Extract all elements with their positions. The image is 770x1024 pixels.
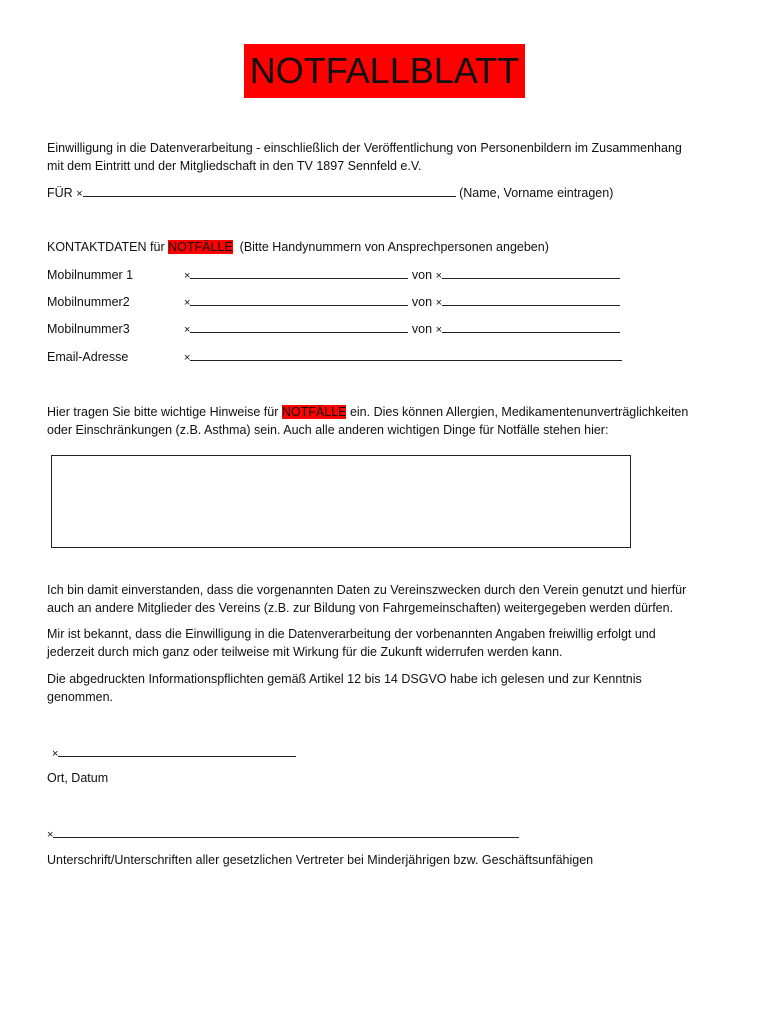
mobile-row-2 [184,293,620,312]
mobile-2-person-field[interactable] [442,293,620,306]
mobile-1-person-field[interactable] [442,266,620,279]
consent-text-line2: mit dem Eintritt und der Mitgliedschaft in den TV 1897 Sennfeld e.V. [47,159,422,173]
signature-field[interactable] [53,825,519,838]
mobile-row-1 [184,266,620,285]
name-field-hint: (Name, Vorname eintragen) [459,186,614,200]
signature-row [47,825,519,844]
agreement-p2-line2: jederzeit durch mich ganz oder teilweise mit Wirkung für die Zukunft widerrufen werden kann. [47,645,563,659]
name-field-marker: × [76,188,83,200]
hints-suffix: ein. Dies können Allergien, Medikamentenunverträglichkeiten [349,405,689,419]
hints-prefix: Hier tragen Sie bitte wichtige Hinweise für [47,405,279,419]
mobile-2-von-marker: × [435,297,442,309]
mobile-row-2-label: Mobilnummer2 [47,295,130,309]
signature-marker: × [47,829,54,841]
mobile-1-marker: × [184,270,191,282]
email-label: Email-Adresse [47,350,129,364]
name-field-row [47,184,613,203]
mobile-1-von-label: von [411,268,433,282]
hints-text-line1 [47,403,688,421]
mobile-2-von-label: von [411,295,433,309]
email-row [184,348,622,367]
contact-heading-highlight: NOTFÄLLE [168,240,233,254]
mobile-row-1-label: Mobilnummer 1 [47,268,134,282]
page-title: NOTFALLBLATT [244,44,525,98]
mobile-2-marker: × [184,297,191,309]
place-date-label: Ort, Datum [47,771,109,785]
name-field[interactable] [83,184,456,197]
mobile-3-von-label: von [411,322,433,336]
email-marker: × [184,352,191,364]
contact-heading-suffix: (Bitte Handynummern von Ansprechpersonen angeben) [239,240,549,254]
emergency-notes-box[interactable] [51,455,631,548]
contact-heading [47,238,549,256]
for-label: FÜR [47,186,73,200]
signature-label: Unterschrift/Unterschriften aller gesetzlichen Vertreter bei Minderjährigen bzw. Geschäftsunfähigen [47,853,594,867]
hints-text-line2: oder Einschränkungen (z.B. Asthma) sein. Auch alle anderen wichtigen Dinge für Notfälle stehen hier: [47,423,609,437]
mobile-1-von-marker: × [435,270,442,282]
place-date-marker: × [52,748,59,760]
mobile-3-person-field[interactable] [442,320,620,333]
hints-highlight: NOTFÄLLE [281,405,347,419]
agreement-p2-line1: Mir ist bekannt, dass die Einwilligung in die Datenverarbeitung der vorbenannten Angaben freiwillig erfolgt und [47,627,656,641]
mobile-row-3-label: Mobilnummer3 [47,322,130,336]
agreement-p1-line2: auch an andere Mitglieder des Vereins (z.B. zur Bildung von Fahrgemeinschaften) weitergegeben werden dürfen. [47,601,674,615]
consent-text-line1: Einwilligung in die Datenverarbeitung - einschließlich der Veröffentlichung von Personenbildern im Zusammenhang [47,141,682,155]
agreement-p3-line1: Die abgedruckten Informationspflichten gemäß Artikel 12 bis 14 DSGVO habe ich gelesen und zur Kenntnis [47,672,642,686]
mobile-row-3 [184,320,620,339]
agreement-p1-line1: Ich bin damit einverstanden, dass die vorgenannten Daten zu Vereinszwecken durch den Verein genutzt und hierfür [47,583,687,597]
place-date-field[interactable] [58,744,296,757]
mobile-1-number-field[interactable] [190,266,408,279]
mobile-2-number-field[interactable] [190,293,408,306]
mobile-3-number-field[interactable] [190,320,408,333]
place-date-row [52,744,296,763]
contact-heading-prefix: KONTAKTDATEN für [47,240,165,254]
mobile-3-marker: × [184,324,191,336]
email-field[interactable] [190,348,622,361]
agreement-p3-line2: genommen. [47,690,114,704]
mobile-3-von-marker: × [435,324,442,336]
